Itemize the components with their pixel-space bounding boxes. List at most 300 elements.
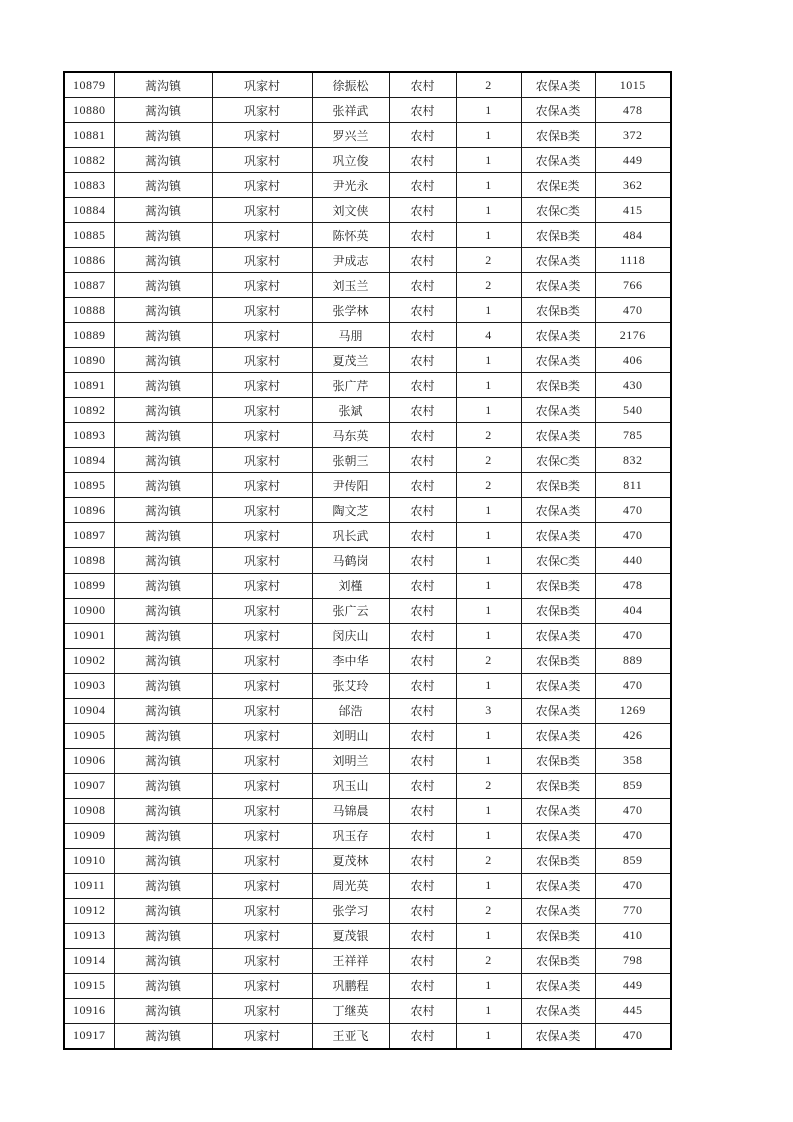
cell-town: 蒿沟镇 — [114, 798, 212, 823]
cell-village: 巩家村 — [212, 498, 312, 523]
cell-person-count: 1 — [456, 198, 521, 223]
cell-person-count: 1 — [456, 748, 521, 773]
table-row — [64, 998, 671, 1023]
cell-person-name: 邰浩 — [312, 698, 389, 723]
table-row — [64, 673, 671, 698]
table-row — [64, 923, 671, 948]
cell-person-count: 1 — [456, 173, 521, 198]
cell-residence-type: 农村 — [389, 248, 456, 273]
cell-insurance-category: 农保A类 — [521, 673, 595, 698]
cell-insurance-category: 农保B类 — [521, 223, 595, 248]
cell-amount: 766 — [595, 273, 671, 298]
cell-id: 10907 — [64, 773, 114, 798]
cell-amount: 540 — [595, 398, 671, 423]
cell-person-count: 1 — [456, 723, 521, 748]
cell-person-name: 巩鹏程 — [312, 973, 389, 998]
cell-residence-type: 农村 — [389, 823, 456, 848]
cell-person-name: 周光英 — [312, 873, 389, 898]
cell-id: 10908 — [64, 798, 114, 823]
cell-person-count: 2 — [456, 273, 521, 298]
cell-person-name: 张朝三 — [312, 448, 389, 473]
cell-id: 10886 — [64, 248, 114, 273]
cell-person-name: 刘明山 — [312, 723, 389, 748]
cell-village: 巩家村 — [212, 873, 312, 898]
cell-person-name: 夏茂林 — [312, 848, 389, 873]
cell-town: 蒿沟镇 — [114, 198, 212, 223]
cell-person-name: 张艾玲 — [312, 673, 389, 698]
cell-amount: 358 — [595, 748, 671, 773]
cell-insurance-category: 农保B类 — [521, 648, 595, 673]
cell-id: 10894 — [64, 448, 114, 473]
cell-person-name: 张学林 — [312, 298, 389, 323]
cell-id: 10885 — [64, 223, 114, 248]
cell-person-name: 李中华 — [312, 648, 389, 673]
cell-town: 蒿沟镇 — [114, 848, 212, 873]
cell-amount: 889 — [595, 648, 671, 673]
cell-insurance-category: 农保A类 — [521, 498, 595, 523]
cell-village: 巩家村 — [212, 998, 312, 1023]
cell-residence-type: 农村 — [389, 72, 456, 98]
cell-person-count: 1 — [456, 123, 521, 148]
cell-insurance-category: 农保B类 — [521, 298, 595, 323]
cell-village: 巩家村 — [212, 98, 312, 123]
cell-id: 10888 — [64, 298, 114, 323]
cell-person-count: 1 — [456, 673, 521, 698]
cell-person-name: 陶文芝 — [312, 498, 389, 523]
cell-id: 10901 — [64, 623, 114, 648]
cell-amount: 410 — [595, 923, 671, 948]
cell-person-count: 1 — [456, 873, 521, 898]
cell-town: 蒿沟镇 — [114, 823, 212, 848]
cell-person-count: 2 — [456, 948, 521, 973]
cell-insurance-category: 农保A类 — [521, 98, 595, 123]
cell-village: 巩家村 — [212, 248, 312, 273]
cell-residence-type: 农村 — [389, 673, 456, 698]
table-row — [64, 623, 671, 648]
cell-insurance-category: 农保A类 — [521, 423, 595, 448]
cell-town: 蒿沟镇 — [114, 898, 212, 923]
cell-residence-type: 农村 — [389, 1023, 456, 1049]
cell-village: 巩家村 — [212, 673, 312, 698]
cell-town: 蒿沟镇 — [114, 348, 212, 373]
cell-village: 巩家村 — [212, 798, 312, 823]
cell-amount: 426 — [595, 723, 671, 748]
cell-amount: 470 — [595, 523, 671, 548]
cell-person-name: 夏茂兰 — [312, 348, 389, 373]
cell-town: 蒿沟镇 — [114, 1023, 212, 1049]
table-row — [64, 523, 671, 548]
cell-insurance-category: 农保B类 — [521, 473, 595, 498]
cell-id: 10891 — [64, 373, 114, 398]
cell-town: 蒿沟镇 — [114, 948, 212, 973]
cell-town: 蒿沟镇 — [114, 323, 212, 348]
cell-person-count: 2 — [456, 473, 521, 498]
cell-id: 10913 — [64, 923, 114, 948]
cell-amount: 372 — [595, 123, 671, 148]
cell-id: 10883 — [64, 173, 114, 198]
cell-town: 蒿沟镇 — [114, 698, 212, 723]
cell-person-count: 1 — [456, 298, 521, 323]
table-row — [64, 473, 671, 498]
table-row — [64, 698, 671, 723]
cell-amount: 478 — [595, 573, 671, 598]
table-row — [64, 848, 671, 873]
cell-residence-type: 农村 — [389, 323, 456, 348]
cell-residence-type: 农村 — [389, 498, 456, 523]
cell-residence-type: 农村 — [389, 548, 456, 573]
cell-person-name: 陈怀英 — [312, 223, 389, 248]
table-row — [64, 298, 671, 323]
cell-id: 10903 — [64, 673, 114, 698]
cell-town: 蒿沟镇 — [114, 273, 212, 298]
cell-id: 10916 — [64, 998, 114, 1023]
cell-town: 蒿沟镇 — [114, 773, 212, 798]
cell-town: 蒿沟镇 — [114, 72, 212, 98]
cell-village: 巩家村 — [212, 173, 312, 198]
cell-residence-type: 农村 — [389, 923, 456, 948]
cell-person-count: 4 — [456, 323, 521, 348]
cell-village: 巩家村 — [212, 423, 312, 448]
cell-town: 蒿沟镇 — [114, 673, 212, 698]
cell-amount: 445 — [595, 998, 671, 1023]
table-row — [64, 823, 671, 848]
cell-residence-type: 农村 — [389, 748, 456, 773]
cell-id: 10895 — [64, 473, 114, 498]
cell-id: 10917 — [64, 1023, 114, 1049]
resident-insurance-table — [63, 71, 672, 1050]
cell-town: 蒿沟镇 — [114, 523, 212, 548]
cell-residence-type: 农村 — [389, 523, 456, 548]
cell-town: 蒿沟镇 — [114, 498, 212, 523]
cell-town: 蒿沟镇 — [114, 473, 212, 498]
cell-insurance-category: 农保C类 — [521, 198, 595, 223]
cell-id: 10881 — [64, 123, 114, 148]
cell-person-count: 1 — [456, 98, 521, 123]
cell-amount: 470 — [595, 673, 671, 698]
cell-town: 蒿沟镇 — [114, 998, 212, 1023]
cell-village: 巩家村 — [212, 623, 312, 648]
cell-amount: 478 — [595, 98, 671, 123]
cell-person-count: 3 — [456, 698, 521, 723]
cell-insurance-category: 农保B类 — [521, 923, 595, 948]
cell-village: 巩家村 — [212, 723, 312, 748]
cell-amount: 470 — [595, 873, 671, 898]
cell-person-name: 巩玉山 — [312, 773, 389, 798]
cell-person-name: 马锦晨 — [312, 798, 389, 823]
cell-person-name: 夏茂银 — [312, 923, 389, 948]
cell-amount: 798 — [595, 948, 671, 973]
table-row — [64, 348, 671, 373]
cell-insurance-category: 农保A类 — [521, 398, 595, 423]
cell-id: 10900 — [64, 598, 114, 623]
cell-insurance-category: 农保A类 — [521, 273, 595, 298]
cell-id: 10882 — [64, 148, 114, 173]
cell-person-count: 1 — [456, 148, 521, 173]
cell-village: 巩家村 — [212, 923, 312, 948]
table-row — [64, 723, 671, 748]
cell-insurance-category: 农保B类 — [521, 123, 595, 148]
table-row — [64, 773, 671, 798]
cell-insurance-category: 农保B类 — [521, 848, 595, 873]
table-row — [64, 948, 671, 973]
cell-amount: 470 — [595, 1023, 671, 1049]
cell-town: 蒿沟镇 — [114, 298, 212, 323]
cell-insurance-category: 农保A类 — [521, 798, 595, 823]
cell-id: 10905 — [64, 723, 114, 748]
cell-person-count: 1 — [456, 598, 521, 623]
cell-amount: 404 — [595, 598, 671, 623]
cell-person-count: 1 — [456, 373, 521, 398]
cell-town: 蒿沟镇 — [114, 623, 212, 648]
cell-amount: 470 — [595, 823, 671, 848]
cell-id: 10904 — [64, 698, 114, 723]
cell-town: 蒿沟镇 — [114, 98, 212, 123]
cell-person-name: 张学习 — [312, 898, 389, 923]
cell-amount: 1269 — [595, 698, 671, 723]
cell-insurance-category: 农保B类 — [521, 598, 595, 623]
cell-person-name: 丁继英 — [312, 998, 389, 1023]
cell-village: 巩家村 — [212, 72, 312, 98]
cell-village: 巩家村 — [212, 298, 312, 323]
cell-town: 蒿沟镇 — [114, 398, 212, 423]
cell-town: 蒿沟镇 — [114, 748, 212, 773]
cell-town: 蒿沟镇 — [114, 248, 212, 273]
cell-id: 10910 — [64, 848, 114, 873]
cell-village: 巩家村 — [212, 548, 312, 573]
cell-village: 巩家村 — [212, 1023, 312, 1049]
cell-id: 10912 — [64, 898, 114, 923]
cell-residence-type: 农村 — [389, 598, 456, 623]
table-row — [64, 223, 671, 248]
cell-residence-type: 农村 — [389, 448, 456, 473]
table-row — [64, 248, 671, 273]
cell-village: 巩家村 — [212, 448, 312, 473]
cell-person-name: 马东英 — [312, 423, 389, 448]
cell-village: 巩家村 — [212, 273, 312, 298]
cell-village: 巩家村 — [212, 773, 312, 798]
cell-amount: 811 — [595, 473, 671, 498]
cell-town: 蒿沟镇 — [114, 648, 212, 673]
cell-residence-type: 农村 — [389, 973, 456, 998]
cell-person-name: 马鹤岗 — [312, 548, 389, 573]
cell-id: 10887 — [64, 273, 114, 298]
cell-residence-type: 农村 — [389, 698, 456, 723]
cell-amount: 440 — [595, 548, 671, 573]
table-row — [64, 323, 671, 348]
cell-person-name: 张广芹 — [312, 373, 389, 398]
cell-village: 巩家村 — [212, 848, 312, 873]
cell-person-name: 徐振松 — [312, 72, 389, 98]
cell-id: 10880 — [64, 98, 114, 123]
cell-insurance-category: 农保A类 — [521, 998, 595, 1023]
table-row — [64, 448, 671, 473]
cell-id: 10897 — [64, 523, 114, 548]
cell-insurance-category: 农保A类 — [521, 898, 595, 923]
cell-insurance-category: 农保C类 — [521, 548, 595, 573]
cell-residence-type: 农村 — [389, 348, 456, 373]
table-row — [64, 498, 671, 523]
cell-amount: 2176 — [595, 323, 671, 348]
cell-person-name: 尹传阳 — [312, 473, 389, 498]
cell-amount: 415 — [595, 198, 671, 223]
cell-residence-type: 农村 — [389, 798, 456, 823]
cell-residence-type: 农村 — [389, 848, 456, 873]
cell-id: 10896 — [64, 498, 114, 523]
cell-residence-type: 农村 — [389, 898, 456, 923]
cell-insurance-category: 农保A类 — [521, 873, 595, 898]
cell-town: 蒿沟镇 — [114, 448, 212, 473]
cell-insurance-category: 农保A类 — [521, 148, 595, 173]
table-row — [64, 548, 671, 573]
cell-amount: 470 — [595, 623, 671, 648]
cell-id: 10898 — [64, 548, 114, 573]
cell-residence-type: 农村 — [389, 198, 456, 223]
cell-residence-type: 农村 — [389, 273, 456, 298]
cell-town: 蒿沟镇 — [114, 973, 212, 998]
table-row — [64, 72, 671, 98]
table-row — [64, 1023, 671, 1049]
cell-insurance-category: 农保B类 — [521, 773, 595, 798]
cell-residence-type: 农村 — [389, 723, 456, 748]
cell-amount: 1118 — [595, 248, 671, 273]
cell-person-count: 1 — [456, 348, 521, 373]
cell-person-count: 1 — [456, 223, 521, 248]
cell-town: 蒿沟镇 — [114, 573, 212, 598]
cell-person-name: 王亚飞 — [312, 1023, 389, 1049]
cell-id: 10884 — [64, 198, 114, 223]
cell-person-count: 2 — [456, 648, 521, 673]
cell-insurance-category: 农保B类 — [521, 373, 595, 398]
cell-id: 10893 — [64, 423, 114, 448]
cell-village: 巩家村 — [212, 148, 312, 173]
cell-person-count: 2 — [456, 898, 521, 923]
cell-person-count: 2 — [456, 848, 521, 873]
cell-id: 10902 — [64, 648, 114, 673]
cell-residence-type: 农村 — [389, 298, 456, 323]
cell-village: 巩家村 — [212, 698, 312, 723]
table-row — [64, 648, 671, 673]
cell-town: 蒿沟镇 — [114, 723, 212, 748]
cell-village: 巩家村 — [212, 473, 312, 498]
cell-insurance-category: 农保A类 — [521, 973, 595, 998]
cell-insurance-category: 农保A类 — [521, 323, 595, 348]
cell-village: 巩家村 — [212, 598, 312, 623]
cell-person-count: 2 — [456, 423, 521, 448]
cell-id: 10911 — [64, 873, 114, 898]
cell-person-name: 罗兴兰 — [312, 123, 389, 148]
cell-person-name: 闵庆山 — [312, 623, 389, 648]
cell-town: 蒿沟镇 — [114, 223, 212, 248]
table-row — [64, 173, 671, 198]
cell-insurance-category: 农保B类 — [521, 573, 595, 598]
cell-residence-type: 农村 — [389, 373, 456, 398]
table-row — [64, 398, 671, 423]
cell-residence-type: 农村 — [389, 623, 456, 648]
cell-insurance-category: 农保A类 — [521, 623, 595, 648]
cell-person-count: 2 — [456, 72, 521, 98]
cell-insurance-category: 农保A类 — [521, 348, 595, 373]
cell-village: 巩家村 — [212, 948, 312, 973]
cell-village: 巩家村 — [212, 748, 312, 773]
cell-person-name: 刘明兰 — [312, 748, 389, 773]
cell-amount: 785 — [595, 423, 671, 448]
cell-id: 10899 — [64, 573, 114, 598]
table-row — [64, 573, 671, 598]
cell-person-name: 尹成志 — [312, 248, 389, 273]
cell-village: 巩家村 — [212, 898, 312, 923]
cell-village: 巩家村 — [212, 573, 312, 598]
cell-amount: 832 — [595, 448, 671, 473]
cell-id: 10889 — [64, 323, 114, 348]
cell-person-name: 巩立俊 — [312, 148, 389, 173]
cell-village: 巩家村 — [212, 973, 312, 998]
cell-residence-type: 农村 — [389, 398, 456, 423]
cell-insurance-category: 农保C类 — [521, 448, 595, 473]
table-row — [64, 598, 671, 623]
cell-amount: 470 — [595, 798, 671, 823]
cell-amount: 430 — [595, 373, 671, 398]
cell-person-name: 张斌 — [312, 398, 389, 423]
cell-person-count: 1 — [456, 798, 521, 823]
cell-village: 巩家村 — [212, 373, 312, 398]
cell-town: 蒿沟镇 — [114, 548, 212, 573]
cell-village: 巩家村 — [212, 648, 312, 673]
cell-insurance-category: 农保A类 — [521, 248, 595, 273]
cell-residence-type: 农村 — [389, 148, 456, 173]
cell-person-count: 1 — [456, 998, 521, 1023]
cell-village: 巩家村 — [212, 398, 312, 423]
cell-residence-type: 农村 — [389, 998, 456, 1023]
cell-amount: 449 — [595, 973, 671, 998]
cell-person-count: 1 — [456, 398, 521, 423]
table-row — [64, 423, 671, 448]
table-row — [64, 973, 671, 998]
cell-amount: 362 — [595, 173, 671, 198]
cell-village: 巩家村 — [212, 123, 312, 148]
cell-id: 10892 — [64, 398, 114, 423]
table-row — [64, 798, 671, 823]
cell-village: 巩家村 — [212, 223, 312, 248]
cell-insurance-category: 农保B类 — [521, 748, 595, 773]
cell-person-count: 1 — [456, 973, 521, 998]
cell-village: 巩家村 — [212, 198, 312, 223]
cell-amount: 406 — [595, 348, 671, 373]
cell-id: 10890 — [64, 348, 114, 373]
cell-id: 10909 — [64, 823, 114, 848]
cell-person-count: 1 — [456, 498, 521, 523]
cell-residence-type: 农村 — [389, 773, 456, 798]
cell-residence-type: 农村 — [389, 648, 456, 673]
cell-residence-type: 农村 — [389, 98, 456, 123]
cell-insurance-category: 农保A类 — [521, 72, 595, 98]
cell-id: 10915 — [64, 973, 114, 998]
cell-amount: 859 — [595, 848, 671, 873]
table-row — [64, 748, 671, 773]
cell-person-name: 巩长武 — [312, 523, 389, 548]
cell-insurance-category: 农保B类 — [521, 948, 595, 973]
cell-id: 10906 — [64, 748, 114, 773]
cell-amount: 470 — [595, 498, 671, 523]
table-row — [64, 123, 671, 148]
cell-person-count: 2 — [456, 248, 521, 273]
cell-person-count: 2 — [456, 448, 521, 473]
table-row — [64, 373, 671, 398]
cell-person-name: 刘槿 — [312, 573, 389, 598]
table-row — [64, 873, 671, 898]
cell-person-count: 1 — [456, 1023, 521, 1049]
cell-amount: 449 — [595, 148, 671, 173]
cell-person-count: 2 — [456, 773, 521, 798]
